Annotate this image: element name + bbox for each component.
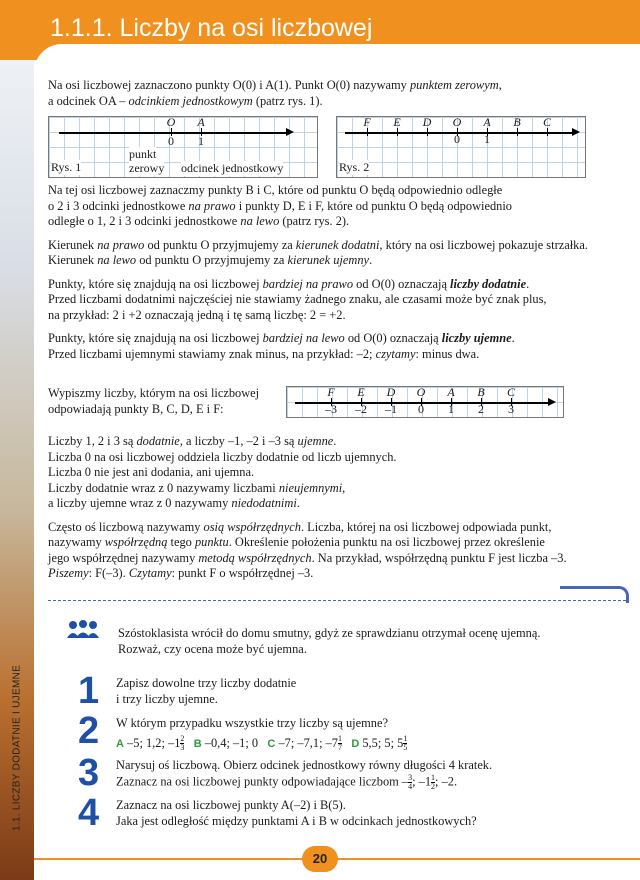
fig3-value-2: –1 bbox=[385, 402, 397, 416]
fig1-zerowy: zerowy bbox=[129, 161, 165, 175]
fig1-one: 1 bbox=[198, 134, 204, 148]
fig1-odcinek: odcinek jednostkowy bbox=[181, 161, 284, 175]
fig3-value-6: 3 bbox=[508, 402, 514, 416]
page-number: 20 bbox=[302, 846, 338, 872]
paragraph-coordinates: Często oś liczbową nazywamy osią współrzędnych. Liczba, której na osi liczbowej odpowiada punkt, nazywamy współrzędną tego punktu. Określenie położenia punktu na osi liczbowej przez określenie jego współrzędnej nazywamy metodą współrzędnych. Na przykład, współrzędną punktu F jest liczba –3. Piszemy: F(–3). Czytamy: punkt F o współrzędnej –3. bbox=[48, 519, 567, 580]
fig2-label-O: O bbox=[452, 115, 462, 129]
fig1-caption: Rys. 1 bbox=[51, 160, 82, 174]
page-title: 1.1.1. Liczby na osi liczbowej bbox=[50, 14, 373, 42]
section-divider bbox=[48, 600, 626, 601]
task-4: Zaznacz na osi liczbowej punkty A(–2) i B(5). Jaka jest odległość między punktami A i B w odcinkach jednostkowych? bbox=[116, 798, 477, 828]
paragraph-points: Na tej osi liczbowej zaznaczmy punkty B i C, które od punktu O będą odpowiednio odległe o 2 i 3 odcinki jednostkowe na prawo i punkty D, E i F, które od punktu O będą odpowiednio odległe o 1, 2 i 3 odcinki jednostkowe na lewo (patrz rys. 2). bbox=[48, 183, 512, 228]
fig1-label-A: A bbox=[197, 115, 205, 129]
text-block-3 bbox=[48, 434, 618, 590]
figure-1-number-line bbox=[48, 116, 318, 178]
fig3-label-C: C bbox=[506, 385, 516, 399]
task-1: Zapisz dowolne trzy liczby dodatnie i trzy liczby ujemne. bbox=[116, 676, 297, 706]
fig3-label-B: B bbox=[477, 385, 485, 399]
fig2-label-F: F bbox=[363, 115, 371, 129]
task-3-number: 3 bbox=[78, 752, 100, 794]
people-icon bbox=[66, 620, 100, 640]
fig2-value-4: 1 bbox=[484, 132, 490, 146]
fig2-label-A: A bbox=[483, 115, 491, 129]
task-1-number: 1 bbox=[78, 670, 100, 712]
fig2-label-E: E bbox=[393, 115, 401, 129]
text-block-2 bbox=[48, 183, 618, 370]
figure-3-number-line bbox=[286, 386, 564, 418]
fig3-label-O: O bbox=[416, 385, 426, 399]
fig2-label-C: C bbox=[542, 115, 552, 129]
fig3-value-1: –2 bbox=[355, 402, 367, 416]
fig3-value-3: 0 bbox=[418, 402, 424, 416]
fig3-label-F: F bbox=[327, 385, 335, 399]
figure-2-number-line bbox=[336, 116, 586, 178]
paragraph-negative: Punkty, które się znajdują na osi liczbowej bardziej na lewo od O(0) oznaczają liczby ujemne. Przed liczbami ujemnymi stawiamy znak minus, na przykład: –2; czytamy: minus dwa. bbox=[48, 331, 515, 361]
fig1-punkt: punkt bbox=[129, 147, 157, 161]
fig3-value-4: 1 bbox=[448, 402, 454, 416]
fig2-value-3: 0 bbox=[454, 132, 460, 146]
fig3-label-D: D bbox=[386, 385, 396, 399]
fig1-zero: 0 bbox=[168, 134, 174, 148]
fig3-value-5: 2 bbox=[478, 402, 484, 416]
task-4-number: 4 bbox=[78, 792, 100, 834]
fig2-label-D: D bbox=[422, 115, 432, 129]
paragraph-list-numbers: Wypiszmy liczby, którym na osi liczbowej odpowiadają punkty B, C, D, E i F: bbox=[48, 386, 260, 416]
fig2-label-B: B bbox=[513, 115, 521, 129]
fig2-caption: Rys. 2 bbox=[339, 160, 370, 174]
task-2: W którym przypadku wszystkie trzy liczby są ujemne? A –5; 1,2; –1 $\frac{2}{3}$ B –0,4; –1; 0 C –7; –7,1; –7 $\frac{1}{7}$ D 5,5; 5; 5 $\frac{1}{5}$ bbox=[116, 716, 408, 753]
intro-paragraph: Na osi liczbowej zaznaczono punkty O(0) i A(1). Punkt O(0) nazywamy punktem zerowym, a odcinek OA – odcinkiem jednostkowym (patrz rys. 1). bbox=[48, 78, 502, 108]
task-2-number: 2 bbox=[78, 710, 100, 752]
content bbox=[48, 70, 608, 117]
fig3-label-E: E bbox=[357, 385, 365, 399]
paragraph-direction: Kierunek na prawo od punktu O przyjmujemy za kierunek dodatni, który na osi liczbowej pokazuje strzałka. Kierunek na lewo od punktu O przyjmujemy za kierunek ujemny. bbox=[48, 237, 588, 267]
task-3: Narysuj oś liczbową. Obierz odcinek jednostkowy równy długości 4 kratek. Zaznacz na osi liczbowej punkty odpowiadające liczbom – $\frac{3}{4}$ ; –1 $\frac{1}{2}$ ; –2. bbox=[116, 758, 493, 791]
side-decoration bbox=[0, 60, 34, 880]
paragraph-signs: Liczby 1, 2 i 3 są dodatnie, a liczby –1, –2 i –3 są ujemne. Liczba 0 na osi liczbowej oddziela liczby dodatnie od liczb ujemnych. Liczba 0 nie jest ani dodania, ani ujemna. Liczby dodatnie wraz z 0 nazywamy liczbami nieujemnymi, a liczby ujemne wraz z 0 nazywamy niedodatnimi. bbox=[48, 434, 397, 510]
exercise-intro: Szóstoklasista wrócił do domu smutny, gdyż ze sprawdzianu otrzymał ocenę ujemną. Rozważ, czy ocena może być ujemna. bbox=[118, 626, 541, 656]
fig3-label-A: A bbox=[447, 385, 455, 399]
paragraph-positive: Punkty, które się znajdują na osi liczbowej bardziej na prawo od O(0) oznaczają liczby dodatnie. Przed liczbami dodatnimi najczęściej nie stawiamy żadnego znaku, ale czasami może być znak plus, na przykład: 2 i +2 oznaczają jedną i tę samą liczbę: 2 = +2. bbox=[48, 276, 547, 322]
fig1-label-O: O bbox=[166, 115, 176, 129]
fig3-value-0: –3 bbox=[325, 402, 337, 416]
side-label: 1.1. LICZBY DODATNIE I UJEMNE bbox=[11, 664, 23, 832]
